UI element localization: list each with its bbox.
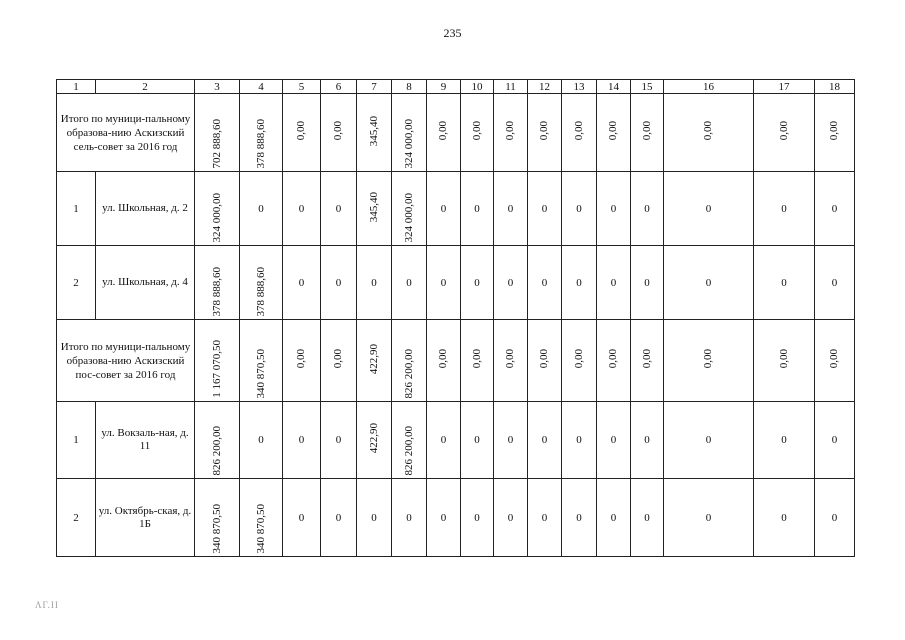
- value-cell: [528, 94, 562, 172]
- value-text: 0,00: [572, 121, 585, 141]
- value-cell: 0: [494, 172, 528, 246]
- value-cell: [597, 94, 631, 172]
- value-text: 422,90: [367, 343, 380, 375]
- value-cell: 0: [754, 172, 815, 246]
- value-cell: [283, 320, 321, 402]
- value-text: 340 870,50: [254, 348, 267, 398]
- value-cell: 0: [562, 402, 597, 479]
- value-cell: 0: [321, 402, 357, 479]
- value-cell: [321, 94, 357, 172]
- value-cell: [427, 94, 461, 172]
- table-row: [57, 402, 855, 479]
- value-cell: 0: [562, 172, 597, 246]
- total-label: Итого по муници-пальному образова-нию Аскизский сель-совет за 2016 год: [57, 94, 195, 172]
- value-text: 0,00: [702, 349, 714, 369]
- column-header: 15: [631, 80, 664, 94]
- value-cell: 0: [427, 402, 461, 479]
- value-text: 0,00: [828, 121, 840, 141]
- value-cell: 0: [321, 479, 357, 557]
- column-header: 12: [528, 80, 562, 94]
- value-cell: 0: [461, 246, 494, 320]
- value-text: 0,00: [437, 349, 449, 369]
- value-cell: 0: [815, 479, 855, 557]
- value-cell: 0: [631, 402, 664, 479]
- address-cell: ул. Вокзаль-ная, д. 11: [96, 402, 195, 479]
- column-header: 8: [392, 80, 427, 94]
- value-cell: [195, 172, 240, 246]
- value-cell: 0: [528, 172, 562, 246]
- row-number: 2: [57, 246, 96, 320]
- value-cell: 0: [815, 172, 855, 246]
- value-cell: 0: [597, 246, 631, 320]
- value-text: 0,00: [332, 121, 344, 141]
- value-cell: [357, 94, 392, 172]
- value-cell: [392, 320, 427, 402]
- value-text: 0,00: [702, 121, 714, 141]
- value-cell: 0: [427, 479, 461, 557]
- column-header: 18: [815, 80, 855, 94]
- row-number: 2: [57, 479, 96, 557]
- value-cell: [528, 320, 562, 402]
- value-cell: 0: [321, 246, 357, 320]
- value-cell: [494, 94, 528, 172]
- total-row: [57, 320, 855, 402]
- value-text: 340 870,50: [210, 503, 223, 553]
- value-text: 0,00: [607, 349, 619, 369]
- value-cell: [631, 94, 664, 172]
- value-cell: [815, 94, 855, 172]
- value-cell: [664, 94, 754, 172]
- value-cell: [240, 479, 283, 557]
- value-cell: 0: [664, 246, 754, 320]
- table-body: [57, 80, 855, 557]
- column-header: 14: [597, 80, 631, 94]
- value-cell: [195, 479, 240, 557]
- value-cell: [562, 94, 597, 172]
- page-number: 235: [443, 26, 462, 40]
- value-cell: [461, 94, 494, 172]
- value-cell: 0: [562, 479, 597, 557]
- value-text: 826 200,00: [402, 425, 415, 475]
- value-cell: [597, 320, 631, 402]
- column-header: 4: [240, 80, 283, 94]
- value-text: 1 167 070,50: [210, 340, 223, 398]
- value-cell: [815, 320, 855, 402]
- value-cell: 0: [631, 479, 664, 557]
- value-text: 340 870,50: [254, 503, 267, 553]
- value-text: 0,00: [470, 349, 483, 369]
- value-cell: [195, 246, 240, 320]
- value-cell: 0: [528, 402, 562, 479]
- value-text: 0,00: [504, 349, 516, 369]
- column-header: 1: [57, 80, 96, 94]
- value-cell: 0: [461, 479, 494, 557]
- value-cell: [283, 94, 321, 172]
- row-number: 1: [57, 402, 96, 479]
- column-header: 3: [195, 80, 240, 94]
- value-cell: 0: [664, 402, 754, 479]
- value-text: 324 000,00: [402, 118, 415, 168]
- column-header: 9: [427, 80, 461, 94]
- address-cell: ул. Октябрь-ская, д. 1Б: [96, 479, 195, 557]
- value-cell: [392, 402, 427, 479]
- value-text: 0,00: [437, 121, 449, 141]
- value-cell: [754, 320, 815, 402]
- value-text: 422,90: [367, 423, 380, 454]
- value-text: 0,00: [295, 349, 307, 369]
- value-cell: 0: [754, 479, 815, 557]
- address-cell: ул. Школьная, д. 4: [96, 246, 195, 320]
- column-header: 7: [357, 80, 392, 94]
- value-cell: 0: [494, 402, 528, 479]
- value-cell: 0: [357, 246, 392, 320]
- value-cell: [754, 94, 815, 172]
- value-text: 0,00: [640, 121, 653, 141]
- value-cell: [357, 172, 392, 246]
- column-header: 5: [283, 80, 321, 94]
- value-cell: [461, 320, 494, 402]
- value-cell: [631, 320, 664, 402]
- value-text: 0,00: [470, 121, 483, 141]
- value-cell: 0: [562, 246, 597, 320]
- table-row: [57, 479, 855, 557]
- value-text: 324 000,00: [402, 192, 415, 242]
- value-cell: [240, 94, 283, 172]
- value-text: 324 000,00: [210, 192, 223, 242]
- value-cell: [240, 320, 283, 402]
- value-cell: 0: [597, 402, 631, 479]
- column-header: 6: [321, 80, 357, 94]
- value-cell: [321, 320, 357, 402]
- table-row: [57, 172, 855, 246]
- value-cell: 0: [392, 246, 427, 320]
- value-text: 378 888,60: [254, 266, 267, 316]
- value-cell: 0: [664, 172, 754, 246]
- value-text: 826 200,00: [210, 425, 223, 475]
- value-text: 0,00: [777, 349, 790, 369]
- footer-mark: ΛΓ.ΙΙ: [35, 600, 59, 610]
- column-header: 10: [461, 80, 494, 94]
- value-cell: [195, 94, 240, 172]
- value-text: 0,00: [538, 349, 550, 369]
- value-cell: 0: [528, 246, 562, 320]
- value-cell: [357, 402, 392, 479]
- value-cell: [562, 320, 597, 402]
- value-cell: [392, 94, 427, 172]
- value-cell: 0: [283, 246, 321, 320]
- value-cell: [427, 320, 461, 402]
- value-text: 0,00: [295, 121, 307, 141]
- value-cell: [195, 320, 240, 402]
- column-header: 2: [96, 80, 195, 94]
- value-cell: [357, 320, 392, 402]
- value-cell: 0: [631, 172, 664, 246]
- value-cell: 0: [461, 402, 494, 479]
- value-text: 0,00: [777, 121, 790, 141]
- value-text: 378 888,60: [210, 266, 223, 316]
- value-cell: 0: [664, 479, 754, 557]
- value-text: 378 888,60: [254, 118, 267, 168]
- value-text: 0,00: [504, 121, 516, 141]
- value-text: 0,00: [572, 349, 585, 369]
- value-cell: [494, 320, 528, 402]
- value-cell: [195, 402, 240, 479]
- value-text: 702 888,60: [210, 118, 223, 168]
- value-cell: 0: [357, 479, 392, 557]
- column-header: 13: [562, 80, 597, 94]
- value-cell: [392, 172, 427, 246]
- value-text: 345,40: [367, 115, 380, 147]
- value-text: 0,00: [538, 121, 550, 141]
- value-cell: 0: [240, 172, 283, 246]
- value-cell: 0: [597, 172, 631, 246]
- value-text: 345,40: [367, 191, 380, 223]
- value-cell: 0: [321, 172, 357, 246]
- table-row: [57, 246, 855, 320]
- value-text: 0,00: [640, 349, 653, 369]
- value-cell: 0: [754, 246, 815, 320]
- value-cell: [240, 246, 283, 320]
- value-cell: 0: [461, 172, 494, 246]
- address-cell: ул. Школьная, д. 2: [96, 172, 195, 246]
- value-cell: 0: [427, 172, 461, 246]
- value-cell: 0: [754, 402, 815, 479]
- value-cell: 0: [392, 479, 427, 557]
- value-cell: 0: [597, 479, 631, 557]
- value-text: 0,00: [607, 121, 619, 141]
- value-cell: 0: [283, 479, 321, 557]
- row-number: 1: [57, 172, 96, 246]
- value-cell: 0: [528, 479, 562, 557]
- total-label: Итого по муници-пальному образова-нию Аскизский пос-совет за 2016 год: [57, 320, 195, 402]
- value-cell: 0: [815, 402, 855, 479]
- value-text: 0,00: [828, 349, 840, 369]
- value-text: 826 200,00: [402, 348, 415, 398]
- total-row: [57, 94, 855, 172]
- value-cell: 0: [240, 402, 283, 479]
- value-text: 0,00: [332, 349, 344, 369]
- value-cell: 0: [815, 246, 855, 320]
- value-cell: 0: [494, 246, 528, 320]
- header-row: [57, 80, 855, 94]
- data-table: [56, 79, 855, 557]
- column-header: 17: [754, 80, 815, 94]
- column-header: 16: [664, 80, 754, 94]
- column-header: 11: [494, 80, 528, 94]
- value-cell: 0: [427, 246, 461, 320]
- value-cell: 0: [283, 402, 321, 479]
- value-cell: [664, 320, 754, 402]
- value-cell: 0: [283, 172, 321, 246]
- value-cell: 0: [494, 479, 528, 557]
- value-cell: 0: [631, 246, 664, 320]
